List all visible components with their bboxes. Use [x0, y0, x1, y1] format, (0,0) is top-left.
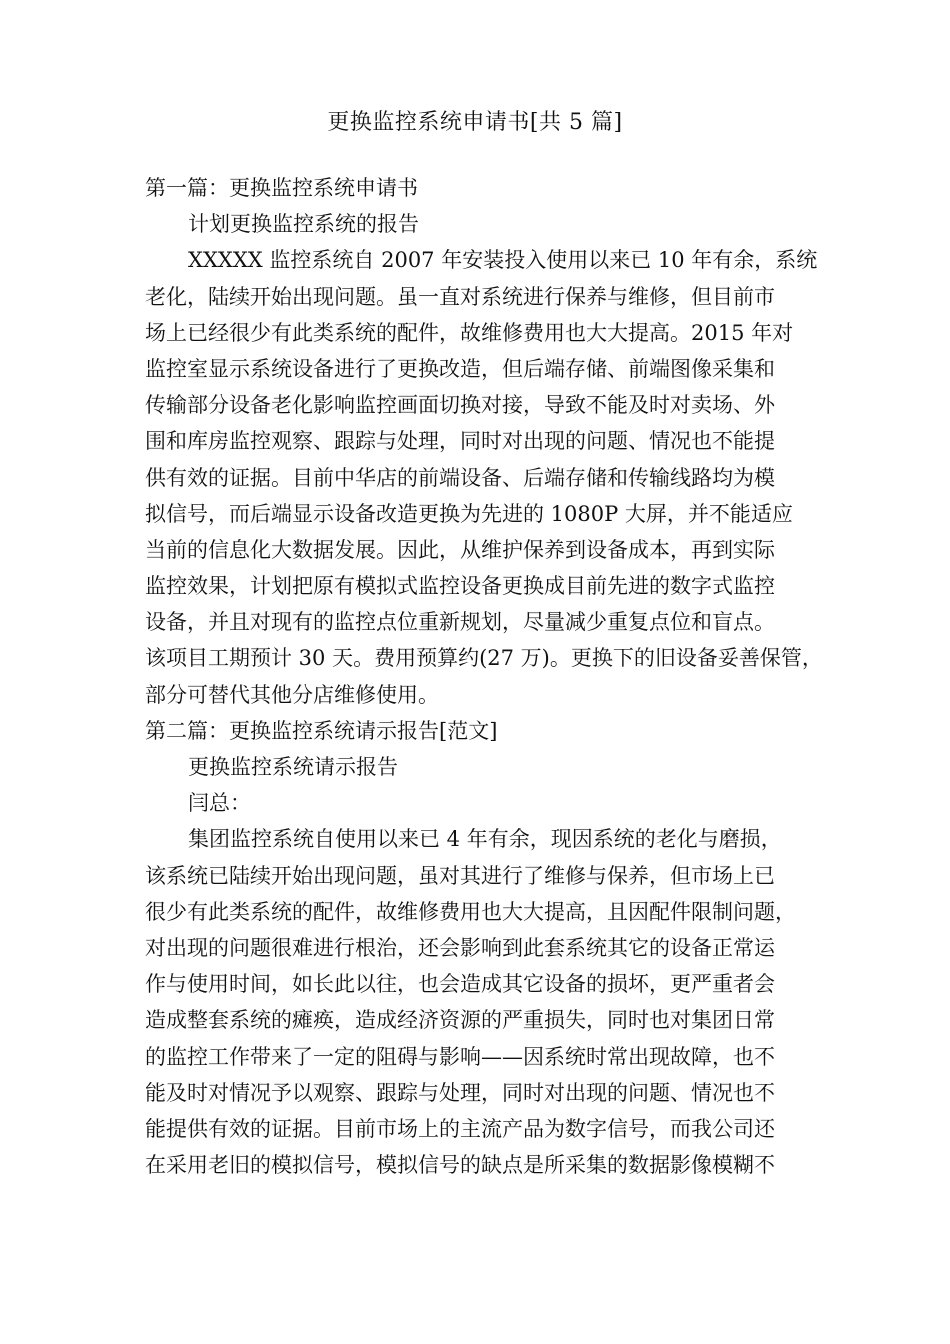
section-heading: 第一篇：更换监控系统申请书: [145, 176, 418, 200]
paragraph-line: 部分可替代其他分店维修使用。: [145, 682, 439, 707]
paragraph-line: 拟信号，而后端显示设备改造更换为先进的 1080P 大屏，并不能适应: [145, 501, 793, 526]
document-body: [145, 170, 825, 1183]
paragraph-line: 对出现的问题很难进行根治，还会影响到此套系统其它的设备正常运: [145, 935, 775, 960]
paragraph-line: 的监控工作带来了一定的阻碍与影响——因系统时常出现故障，也不: [145, 1044, 775, 1069]
paragraph-line: 集团监控系统自使用以来已 4 年有余，现因系统的老化与磨损，: [188, 827, 782, 852]
paragraph-line: XXXXX 监控系统自 2007 年安装投入使用以来已 10 年有余，系统: [188, 248, 818, 273]
paragraph-line: 造成整套系统的瘫痪，造成经济资源的严重损失，同时也对集团日常: [145, 1008, 775, 1033]
paragraph-line: 闫总：: [188, 791, 251, 816]
paragraph-line: 能及时对情况予以观察、跟踪与处理，同时对出现的问题、情况也不: [145, 1080, 775, 1105]
paragraph-line: 在采用老旧的模拟信号，模拟信号的缺点是所采集的数据影像模糊不: [145, 1153, 775, 1178]
paragraph-line: 很少有此类系统的配件，故维修费用也大大提高，且因配件限制问题，: [145, 899, 796, 924]
paragraph-line: 围和库房监控观察、跟踪与处理，同时对出现的问题、情况也不能提: [145, 429, 775, 454]
paragraph-line: 当前的信息化大数据发展。因此，从维护保养到设备成本，再到实际: [145, 537, 775, 562]
paragraph-line: 监控效果，计划把原有模拟式监控设备更换成目前先进的数字式监控: [145, 574, 775, 599]
paragraph-line: 作与使用时间，如长此以往，也会造成其它设备的损坏，更严重者会: [145, 972, 775, 997]
paragraph-line: 设备，并且对现有的监控点位重新规划，尽量减少重复点位和盲点。: [145, 610, 775, 635]
paragraph-line: 老化，陆续开始出现问题。虽一直对系统进行保养与维修，但目前市: [145, 284, 775, 309]
paragraph-line: 该系统已陆续开始出现问题，虽对其进行了维修与保养，但市场上已: [145, 863, 775, 888]
paragraph-line: 监控室显示系统设备进行了更换改造，但后端存储、前端图像采集和: [145, 356, 775, 381]
paragraph-line: 传输部分设备老化影响监控画面切换对接，导致不能及时对卖场、外: [145, 393, 775, 418]
paragraph-line: 该项目工期预计 30 天。费用预算约(27 万)。更换下的旧设备妥善保管，: [145, 646, 823, 671]
paragraph-line: 能提供有效的证据。目前市场上的主流产品为数字信号，而我公司还: [145, 1116, 775, 1141]
document-title: 更换监控系统申请书[共 5 篇]: [327, 110, 623, 135]
paragraph-line: 场上已经很少有此类系统的配件，故维修费用也大大提高。2015 年对: [145, 320, 794, 345]
paragraph-line: 更换监控系统请示报告: [188, 755, 398, 779]
section-heading: 第二篇：更换监控系统请示报告[范文]: [145, 718, 498, 743]
paragraph-line: 计划更换监控系统的报告: [188, 212, 419, 237]
paragraph-line: 供有效的证据。目前中华店的前端设备、后端存储和传输线路均为模: [145, 465, 775, 490]
